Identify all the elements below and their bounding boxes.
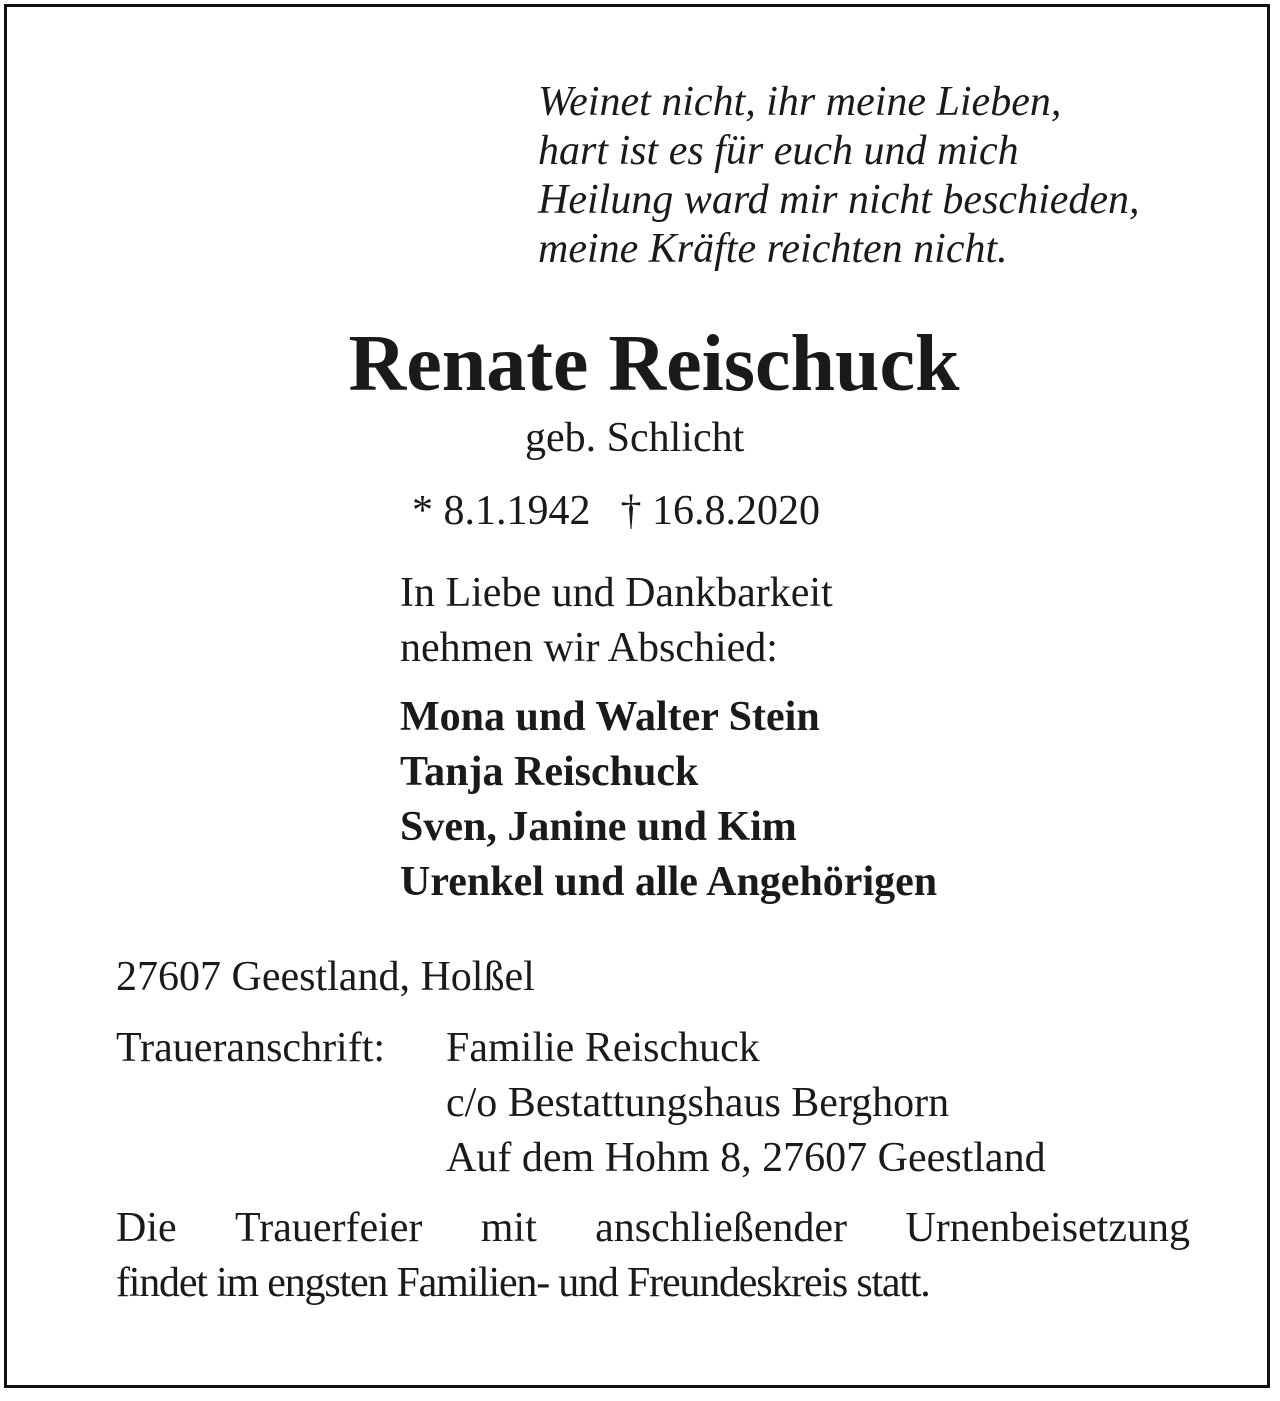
mourner-entry: Mona und Walter Stein bbox=[400, 694, 820, 740]
poem-line: Weinet nicht, ihr meine Lieben, bbox=[538, 79, 1062, 125]
mourner-entry: Sven, Janine und Kim bbox=[400, 804, 797, 850]
birth-name: geb. Schlicht bbox=[525, 415, 745, 461]
ceremony-word: Urnenbeisetzung bbox=[905, 1205, 1190, 1251]
mourner-entry: Tanja Reischuck bbox=[400, 749, 699, 795]
mourner-entry: Urenkel und alle Angehörigen bbox=[400, 859, 938, 905]
birth-date: * 8.1.1942 bbox=[412, 488, 591, 534]
address-line: c/o Bestattungshaus Berghorn bbox=[446, 1080, 950, 1126]
mourning-address-label: Traueranschrift: bbox=[116, 1025, 386, 1071]
address-line: Familie Reischuck bbox=[446, 1025, 760, 1071]
poem-line: hart ist es für euch und mich bbox=[538, 128, 1019, 174]
ceremony-word: mit bbox=[480, 1205, 537, 1251]
farewell-line: nehmen wir Abschied: bbox=[400, 625, 778, 671]
location: 27607 Geestland, Holßel bbox=[116, 954, 535, 1000]
mourners-list bbox=[400, 690, 937, 910]
ceremony-word: Trauerfeier bbox=[235, 1205, 423, 1251]
poem-verse bbox=[538, 78, 1140, 274]
poem-line: meine Kräfte reichten nicht. bbox=[538, 226, 1008, 272]
farewell-line: In Liebe und Dankbarkeit bbox=[400, 570, 833, 616]
ceremony-notice bbox=[116, 1201, 1190, 1311]
ceremony-word: Die bbox=[116, 1205, 177, 1251]
ceremony-line-1 bbox=[116, 1201, 1190, 1256]
mourning-address bbox=[446, 1021, 1046, 1186]
address-line: Auf dem Hohm 8, 27607 Geestland bbox=[446, 1135, 1046, 1181]
ceremony-line-2: findet im engsten Familien- und Freundeskreis statt. bbox=[116, 1260, 930, 1306]
life-dates bbox=[412, 485, 820, 537]
farewell-text bbox=[400, 566, 833, 676]
poem-line: Heilung ward mir nicht beschieden, bbox=[538, 177, 1140, 223]
death-date: † 16.8.2020 bbox=[620, 488, 820, 534]
deceased-name: Renate Reischuck bbox=[348, 320, 960, 408]
ceremony-word: anschließender bbox=[595, 1205, 848, 1251]
